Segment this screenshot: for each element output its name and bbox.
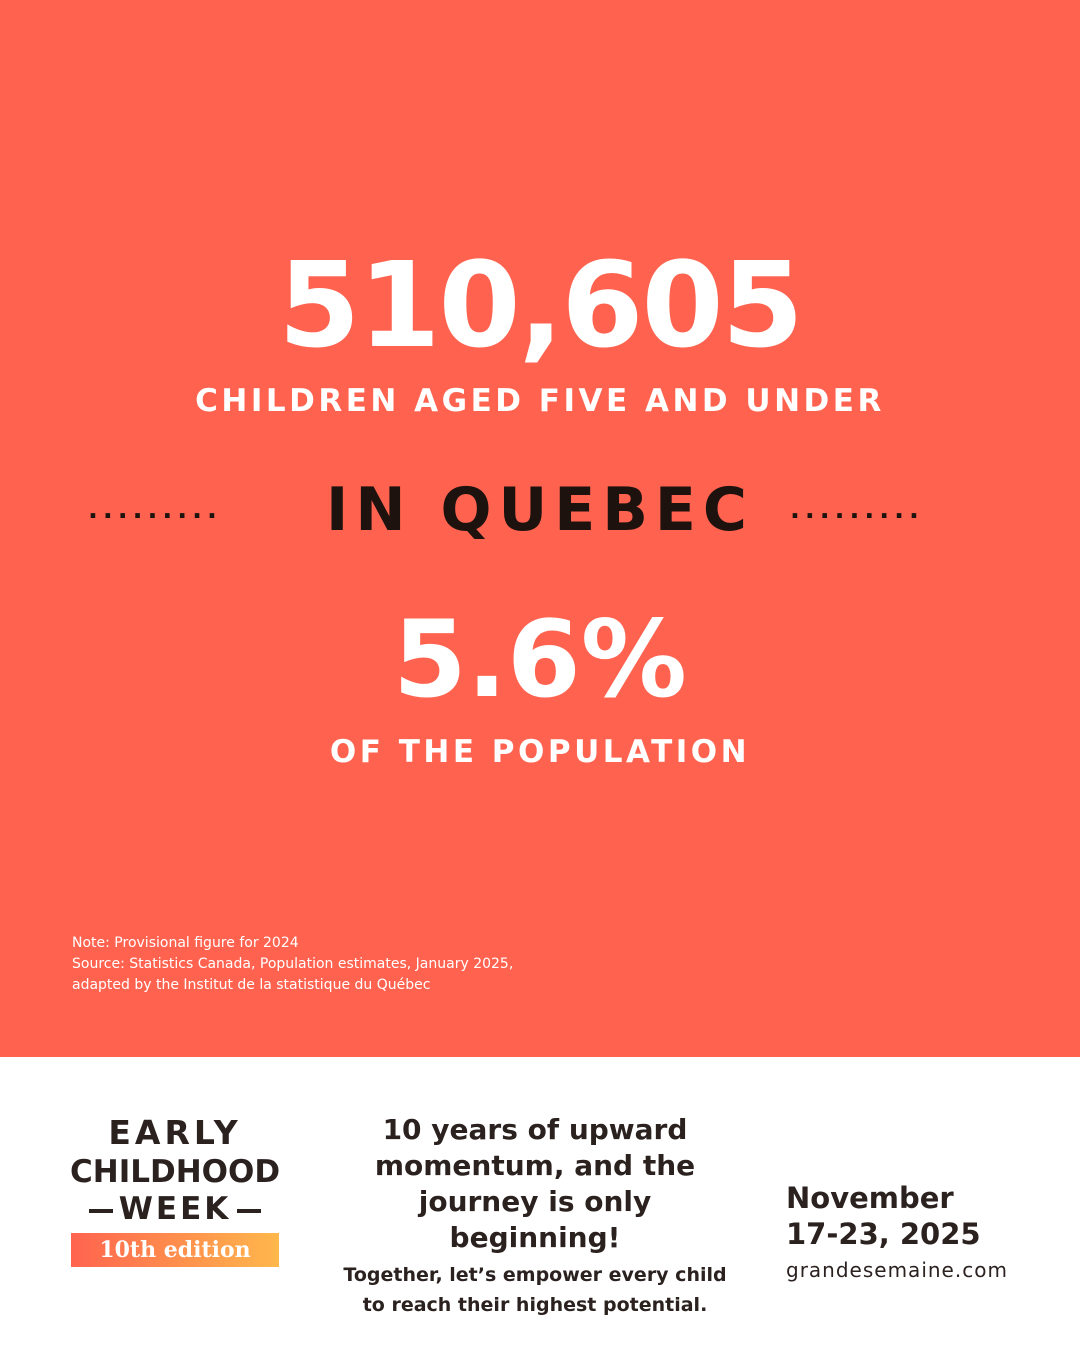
population-percent-caption: OF THE POPULATION (329, 734, 751, 770)
event-dates (786, 1180, 1008, 1284)
source-line-2: adapted by the Institut de la statistique du Québec (72, 977, 431, 993)
tagline (330, 1112, 740, 1320)
region-heading: IN QUEBEC (326, 475, 754, 545)
website-link[interactable]: grandesemaine.com (786, 1258, 1008, 1282)
region-row (0, 470, 1080, 550)
logo-dash-left (89, 1209, 113, 1213)
children-count: 510,605 (278, 236, 802, 374)
footer-panel (0, 1057, 1080, 1350)
logo-word-week: WEEK (118, 1191, 232, 1227)
date-range: 17-23, 2025 (786, 1217, 981, 1251)
tagline-sub-line-2: to reach their highest potential. (362, 1294, 708, 1316)
tagline-sub-line-1: Together, let’s empower every child (343, 1264, 727, 1286)
edition-badge: 10th edition (71, 1233, 279, 1267)
dotted-divider-left: ......... (88, 495, 222, 525)
tagline-line-2: momentum, and the (374, 1149, 696, 1182)
children-count-caption: CHILDREN AGED FIVE AND UNDER (195, 383, 885, 419)
logo-week-row (70, 1191, 280, 1227)
note-line: Note: Provisional figure for 2024 (72, 935, 299, 951)
tagline-line-1: 10 years of upward (382, 1113, 688, 1146)
source-line-1: Source: Statistics Canada, Population estimates, January 2025, (72, 956, 514, 972)
tagline-sub (330, 1260, 740, 1320)
tagline-line-3: journey is only beginning! (418, 1185, 652, 1254)
early-childhood-week-logo (70, 1113, 280, 1267)
logo-dash-right (237, 1209, 261, 1213)
logo-word-early: EARLY (108, 1113, 242, 1152)
population-percent: 5.6% (393, 598, 687, 721)
dotted-divider-right: ......... (790, 495, 924, 525)
logo-word-childhood: CHILDHOOD (70, 1154, 281, 1190)
source-notes (72, 933, 513, 996)
date-month: November (786, 1181, 954, 1215)
